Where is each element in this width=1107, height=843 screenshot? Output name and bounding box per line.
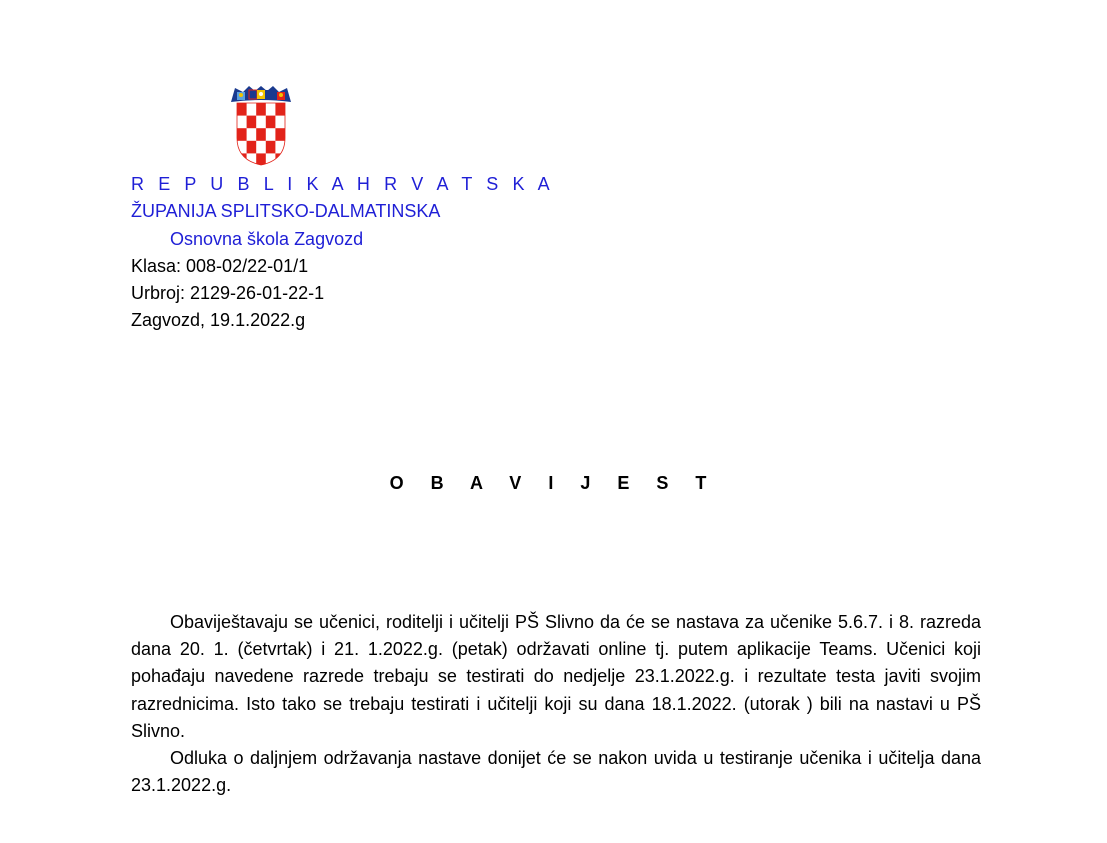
body-paragraph-2: Odluka o daljnjem održavanja nastave donijet će se nakon uvida u testiranje učenika i učitelja dana 23.1.2022.g. [131,748,981,796]
body-paragraph-1: Obaviještavaju se učenici, roditelji i učitelji PŠ Slivno da će se nastava za učenike 5.6.7. i 8. razreda dana 20. 1. (četvrtak) i 21. 1.2022.g. (petak) održavati online tj. putem aplikacije Teams. Učenici koji pohađaju navedene razrede trebaju se testirati do nedjelje 23.1.2022.g. i rezultate testa javiti svojim razrednicima. Isto tako se trebaju testirati i učitelji koji su dana 18.1.2022. (utorak ) bili na nastavi u PŠ Slivno. [131,612,981,741]
header-urbroj: Urbroj: 2129-26-01-22-1 [131,283,325,303]
header-klasa: Klasa: 008-02/22-01/1 [131,256,309,276]
header-republic: R E P U B L I K A H R V A T S K A [131,174,555,194]
crest-crown [231,86,291,102]
header-school: Osnovna škola Zagvozd [170,229,364,249]
croatian-coat-of-arms-icon [229,86,293,166]
document-body [131,609,981,799]
header-place-date: Zagvozd, 19.1.2022.g [131,310,306,330]
document-title: O B A V I J E S T [389,473,718,493]
header-county: ŽUPANIJA SPLITSKO-DALMATINSKA [131,201,441,221]
